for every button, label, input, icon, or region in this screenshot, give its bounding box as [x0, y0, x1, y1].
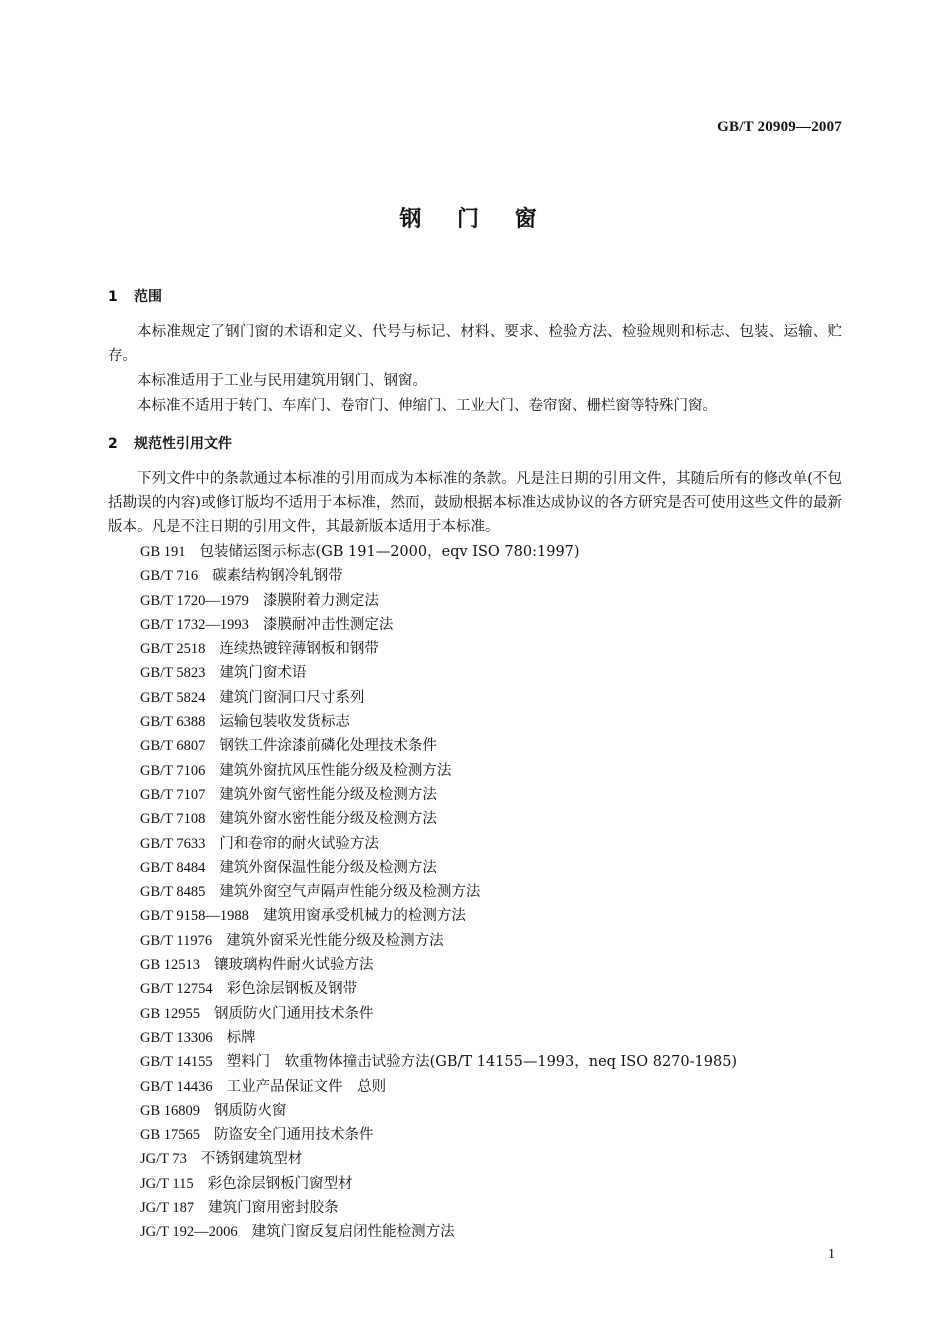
- reference-title: 漆膜耐冲击性测定法: [262, 616, 394, 633]
- reference-code: JG/T 187: [140, 1200, 195, 1217]
- reference-item: [140, 807, 737, 831]
- reference-code: GB/T 14155: [140, 1054, 213, 1071]
- reference-item: [140, 1050, 737, 1074]
- reference-code: GB/T 1720—1979: [140, 592, 249, 609]
- reference-title: 碳素结构钢冷轧钢带: [212, 568, 343, 585]
- reference-title: 建筑外窗抗风压性能分级及检测方法: [219, 762, 452, 779]
- reference-item: [140, 540, 737, 564]
- reference-title: 工业产品保证文件 总则: [226, 1078, 387, 1095]
- reference-item: [140, 977, 737, 1001]
- section-heading-scope: [108, 286, 162, 306]
- reference-item: [140, 1002, 737, 1026]
- reference-code: JG/T 192—2006: [140, 1224, 238, 1241]
- reference-item: [140, 759, 737, 783]
- reference-item: [140, 1026, 737, 1050]
- reference-item: [140, 953, 737, 977]
- reference-item: [140, 1220, 737, 1244]
- reference-code: GB 16809: [140, 1102, 201, 1119]
- reference-title: 建筑门窗用密封胶条: [208, 1200, 339, 1217]
- scope-paragraph-3: 本标准不适用于转门、车库门、卷帘门、伸缩门、工业大门、卷帘窗、栅栏窗等特殊门窗。: [137, 398, 717, 414]
- reference-code: GB/T 6388: [140, 714, 206, 731]
- reference-code: GB/T 7106: [140, 762, 206, 779]
- reference-code: GB/T 7107: [140, 786, 206, 803]
- reference-title: 钢质防火门通用技术条件: [214, 1005, 374, 1022]
- reference-title: 彩色涂层钢板及钢带: [226, 981, 358, 998]
- reference-title: 建筑门窗术语: [219, 665, 307, 682]
- reference-item: [140, 880, 737, 904]
- reference-item: [140, 1147, 737, 1171]
- reference-title: 运输包装收发货标志: [219, 714, 350, 731]
- reference-title: 建筑外窗采光性能分级及检测方法: [226, 932, 444, 949]
- reference-item: [140, 783, 737, 807]
- reference-title: 建筑用窗承受机械力的检测方法: [262, 908, 466, 925]
- reference-code: GB/T 7633: [140, 835, 206, 852]
- reference-code: GB/T 11976: [140, 932, 213, 949]
- reference-code: GB 12955: [140, 1005, 201, 1022]
- reference-code: GB/T 12754: [140, 981, 213, 998]
- section-heading-normative-references: [108, 433, 232, 453]
- reference-title: 防盗安全门通用技术条件: [214, 1127, 374, 1144]
- document-title: 钢 门 窗: [399, 207, 551, 232]
- reference-title: 不锈钢建筑型材: [200, 1151, 303, 1168]
- reference-title: 建筑门窗洞口尺寸系列: [219, 689, 365, 706]
- reference-item: [140, 613, 737, 637]
- reference-item: [140, 564, 737, 588]
- reference-item: [140, 661, 737, 685]
- reference-title: 建筑外窗保温性能分级及检测方法: [219, 859, 437, 876]
- reference-title: 门和卷帘的耐火试验方法: [219, 835, 379, 852]
- reference-item: [140, 904, 737, 928]
- reference-title: 漆膜附着力测定法: [262, 592, 379, 609]
- reference-item: [140, 686, 737, 710]
- section-title: 规范性引用文件: [134, 436, 232, 452]
- reference-code: GB/T 5824: [140, 689, 206, 706]
- section-title: 范围: [134, 289, 162, 305]
- reference-item: [140, 1196, 737, 1220]
- reference-title: 建筑外窗空气声隔声性能分级及检测方法: [219, 884, 481, 901]
- reference-code: GB/T 13306: [140, 1029, 213, 1046]
- reference-code: GB 191: [140, 544, 186, 560]
- reference-title: 彩色涂层钢板门窗型材: [207, 1175, 353, 1192]
- reference-title: 连续热镀锌薄钢板和钢带: [219, 641, 379, 658]
- scope-paragraph-1: 本标准规定了钢门窗的术语和定义、代号与标记、材料、要求、检验方法、检验规则和标志、包装、运输、贮存。: [108, 324, 842, 364]
- reference-item: [140, 1172, 737, 1196]
- reference-title: 标牌: [226, 1029, 256, 1046]
- page-number: 1: [828, 1247, 835, 1262]
- reference-code: GB/T 8484: [140, 859, 206, 876]
- reference-item: [140, 734, 737, 758]
- reference-code: GB/T 8485: [140, 884, 206, 901]
- reference-code: JG/T 115: [140, 1175, 194, 1192]
- reference-item: [140, 832, 737, 856]
- reference-code: GB 17565: [140, 1127, 201, 1144]
- reference-item: [140, 1123, 737, 1147]
- reference-item: [140, 637, 737, 661]
- reference-item: [140, 1075, 737, 1099]
- reference-code: JG/T 73: [140, 1151, 187, 1168]
- standard-code: GB/T 20909—2007: [717, 119, 842, 135]
- reference-title: 镶玻璃构件耐火试验方法: [214, 957, 374, 974]
- reference-title: 钢质防火窗: [214, 1102, 287, 1119]
- reference-title: 建筑外窗气密性能分级及检测方法: [219, 786, 437, 803]
- reference-title: 建筑外窗水密性能分级及检测方法: [219, 811, 437, 828]
- reference-list: [140, 540, 737, 1245]
- reference-code: GB/T 14436: [140, 1078, 213, 1095]
- reference-title: 包装储运图示标志(GB 191—2000，eqv ISO 780:1997): [199, 544, 580, 560]
- reference-code: GB/T 716: [140, 568, 199, 585]
- reference-item: [140, 1099, 737, 1123]
- reference-code: GB/T 7108: [140, 811, 206, 828]
- reference-title: 塑料门 软重物体撞击试验方法(GB/T 14155—1993，neq ISO 8270-1985): [226, 1054, 738, 1071]
- reference-item: [140, 710, 737, 734]
- reference-title: 钢铁工件涂漆前磷化处理技术条件: [219, 738, 437, 755]
- reference-code: GB/T 1732—1993: [140, 616, 249, 633]
- reference-code: GB/T 9158—1988: [140, 908, 249, 925]
- reference-item: [140, 856, 737, 880]
- references-intro-paragraph: 下列文件中的条款通过本标准的引用而成为本标准的条款。凡是注日期的引用文件，其随后所有的修改单(不包括勘误的内容)或修订版均不适用于本标准，然而，鼓励根据本标准达成协议的各方研究是否可使用这些文件的最新版本。凡是不注日期的引用文件，其最新版本适用于本标准。: [108, 471, 842, 535]
- section-number: 1: [108, 289, 118, 305]
- section-number: 2: [108, 436, 118, 452]
- reference-code: GB 12513: [140, 957, 201, 974]
- reference-item: [140, 589, 737, 613]
- reference-code: GB/T 2518: [140, 641, 206, 658]
- reference-item: [140, 929, 737, 953]
- scope-paragraph-2: 本标准适用于工业与民用建筑用钢门、钢窗。: [137, 373, 427, 389]
- reference-code: GB/T 6807: [140, 738, 206, 755]
- reference-title: 建筑门窗反复启闭性能检测方法: [251, 1224, 455, 1241]
- reference-code: GB/T 5823: [140, 665, 206, 682]
